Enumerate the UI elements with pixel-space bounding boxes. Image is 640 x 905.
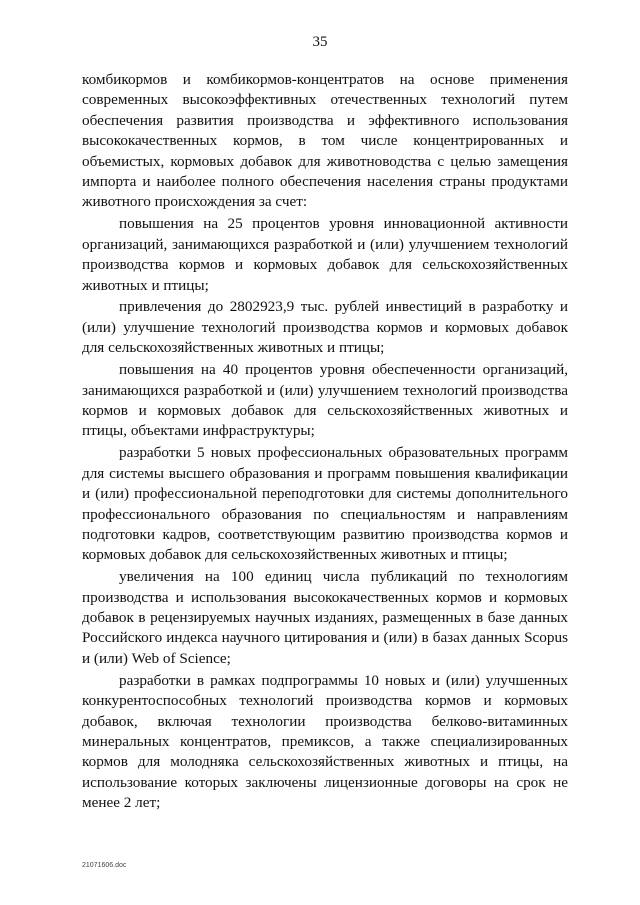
- paragraph-innovation-activity: повышения на 25 процентов уровня инновационной активности организаций, занимающихся разработкой и (или) улучшением технологий производства кормов и кормовых добавок для сельскохозяйственных животных и птицы;: [82, 215, 568, 294]
- paragraph-infrastructure: повышения на 40 процентов уровня обеспеченности организаций, занимающихся разработкой и (или) улучшением технологий производства кормов и кормовых добавок для сельскохозяйственных животных и птицы, объектами инфраструктуры;: [82, 361, 568, 440]
- document-body: [82, 70, 568, 815]
- paragraph-publications: увеличения на 100 единиц числа публикаций по технологиям производства и использования высококачественных кормов и кормовых добавок в рецензируемых научных изданиях, размещенных в базе данных Российского индекса научного цитирования и (или) в базах данных Scopus и (или) Web of Science;: [82, 568, 568, 667]
- paragraph-education-programs: разработки 5 новых профессиональных образовательных программ для системы высшего образования и программ повышения квалификации и (или) профессиональной переподготовки для системы дополнительного профессионального образования по специальностям и направлениям подготовки кадров, соответствующим развитию производства кормов и кормовых добавок для сельскохозяйственных животных и птицы;: [82, 444, 568, 564]
- paragraph-technologies: разработки в рамках подпрограммы 10 новых и (или) улучшенных конкурентоспособных технологий производства кормов и кормовых добавок, включая технологии производства белково-витаминных минеральных концентратов, премиксов, а также специализированных кормов для молодняка сельскохозяйственных животных и птицы, на использование которых заключены лицензионные договоры на срок не менее 2 лет;: [82, 671, 568, 812]
- paragraph-investments: привлечения до 2802923,9 тыс. рублей инвестиций в разработку и (или) улучшение технологий производства кормов и кормовых добавок для сельскохозяйственных животных и птицы;: [82, 298, 568, 357]
- document-file-reference: 21071606.doc: [82, 862, 127, 869]
- paragraph-intro: комбикормов и комбикормов-концентратов на основе применения современных высокоэффективных отечественных технологий путем обеспечения развития производства и эффективного использования высококачественных кормов, в том числе концентрированных и объемистых, кормовых добавок для животноводства с целью замещения импорта и наиболее полного обеспечения населения страны продуктами животного происхождения за счет:: [82, 71, 568, 211]
- page-number: 35: [312, 34, 328, 50]
